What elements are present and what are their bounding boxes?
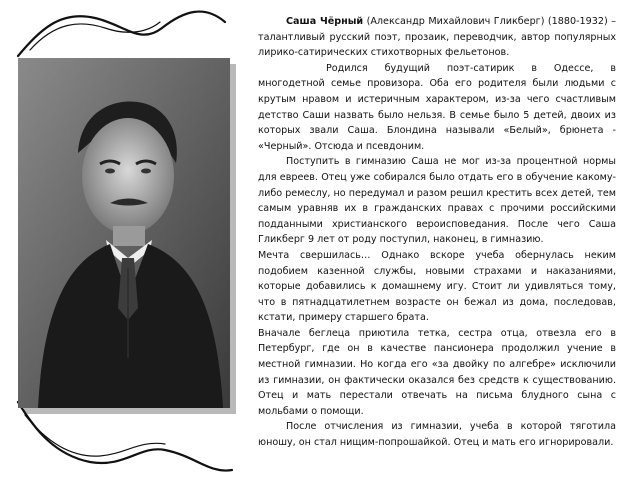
paragraph-gymnasium: Поступить в гимназию Саша не мог из-за процентной нормы для евреев. Отец уже собирался было отдать его в обучение какому-либо ремеслу, но передумал и разом решил крестить всех детей, тем самым уравняв их в гражданских правах с прочими российскими подданными христианского вероисповедания. После чего Саша Гликберг 9 лет от роду поступил, наконец, в гимназию. [258,156,617,246]
paragraph-expulsion: После отчисления из гимназии, учеба в которой тяготила юношу, он стал нищим-попрошайкой. Отец и мать его игнорировали. [258,421,616,449]
paragraph-intro [258,14,616,61]
swirl-bottom [18,402,232,471]
portrait-photo [18,58,230,408]
portrait-frame [18,58,230,408]
intro-text: (Александр Михайлович Гликберг) (1880-1932) – талантливый русский поэт, прозаик, переводчик, автор популярных лирико-сатирических стихотворных фельетонов. [258,16,616,59]
paragraph-petersburg: Вначале беглеца приютила тетка, сестра отца, отвезла его в Петербург, где он в качестве пансионера продолжил учение в местной гимназии. Но когда его «за двойку по алгебре» исключили из гимназии, он фактически оказался без средств к существованию. Отец и мать перестали отвечать на письма блудного сына с мольбами о помощи. [258,327,616,417]
biography-text [258,14,616,451]
swirl-bottom-2 [25,415,165,456]
poet-name: Саша Чёрный [286,16,364,27]
paragraph-birth: Родился будущий поэт-сатирик в Одессе, в многодетной семье провизора. Оба его родителя были людьми с крутым нравом и истеричным характером, из-за чего счастливым детство Саши назвать было нельзя. В семье было 5 детей, двоих из которых звали Саша. Блондина называли «Белый», брюнета - «Черный». Отсюда и псевдоним. [258,62,616,152]
paragraph-dream: Мечта свершилась… Однако вскоре учеба обернулась неким подобием казенной службы, новыми страхами и наказаниями, которые добавились к домашнему игу. Стоит ли удивляться тому, что в пятнадцатилетнем возрасте он бежал из дома, последовав, кстати, примеру старшего брата. [258,249,616,324]
